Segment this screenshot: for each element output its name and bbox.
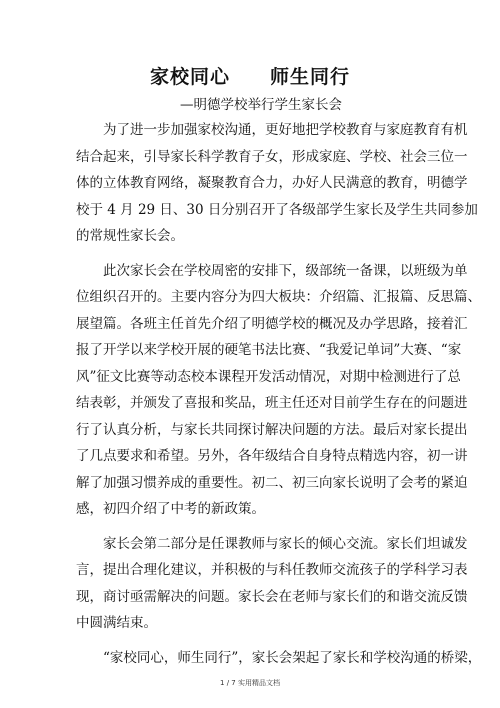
paragraph-line: 解了加强习惯养成的重要性。初二、初三向家长说明了会考的紧迫: [76, 474, 468, 491]
paragraph-line: 此次家长会在学校周密的安排下，级部统一备课，以班级为单: [103, 262, 468, 279]
paragraph-line: 家长会第二部分是任课教师与家长的倾心交流。家长们坦诚发: [103, 535, 468, 552]
paragraph-line: 展望篇。各班主任首先介绍了明德学校的概况及办学思路，接着汇: [76, 315, 468, 332]
paragraph-line: 位组织召开的。主要内容分为四大板块：介绍篇、汇报篇、反思篇、: [76, 289, 481, 305]
paragraph-line: 风”征文比赛等动态校本课程开发活动情况，对期中检测进行了总: [76, 368, 461, 385]
paragraph-line: 校于 4 月 29 日、30 日分别召开了各级部学生家长及学生共同参加: [76, 201, 478, 218]
paragraph-line: 了几点要求和希望。另外，各年级结合自身特点精选内容，初一讲: [76, 448, 468, 464]
paragraph-line: 结表彰，并颁发了喜报和奖品，班主任还对目前学生存在的问题进: [76, 395, 468, 411]
paragraph-line: 报了开学以来学校开展的硬笔书法比赛、“我爱记单词”大赛、“家: [76, 342, 462, 358]
paragraph-line: “家校同心，师生同行”，家长会架起了家长和学校沟通的桥梁，: [103, 649, 482, 666]
page-footer: 1 / 7 实用精品文档: [220, 679, 280, 687]
document-body: [76, 117, 482, 679]
paragraph-line: 言，提出合理化建议，并积极的与科任教师交流孩子的学科学习表: [76, 562, 468, 578]
paragraph: [76, 645, 482, 672]
paragraph-line: 结合起来，引导家长科学教育子女，形成家庭、学校、社会三位一: [76, 148, 468, 165]
document-title: 家校同心 师生同行: [149, 66, 350, 88]
paragraph-line: 感，初四介绍了中考的新政策。: [76, 501, 265, 517]
paragraph-line: 现，商讨亟需解决的问题。家长会在老师与家长们的和谐交流反馈: [76, 588, 468, 605]
document-subtitle: —明德学校举行学生家长会: [180, 97, 342, 113]
paragraph: [76, 531, 468, 637]
paragraph: [76, 258, 481, 523]
paragraph: [76, 117, 478, 250]
paragraph-line: 为了进一步加强家校沟通，更好地把学校教育与家庭教育有机: [103, 122, 468, 138]
paragraph-line: 中圆满结束。: [76, 615, 157, 631]
paragraph-line: 体的立体教育网络，凝聚教育合力，办好人民满意的教育，明德学: [76, 175, 468, 191]
paragraph-line: 的常规性家长会。: [76, 228, 184, 244]
paragraph-line: 行了认真分析，与家长共同探讨解决问题的方法。最后对家长提出: [76, 421, 468, 438]
